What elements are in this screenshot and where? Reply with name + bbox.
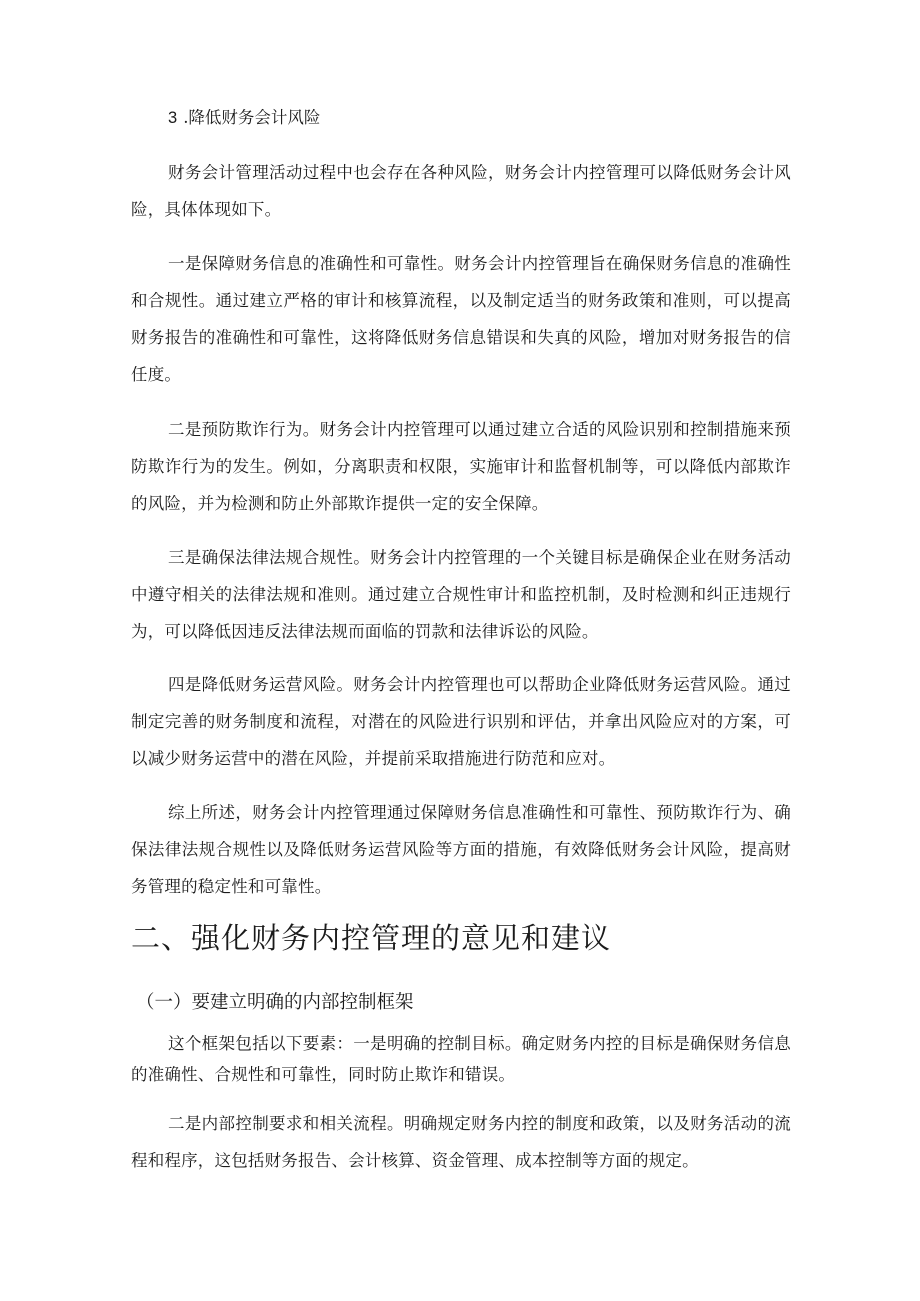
- section-3-point-4: 四是降低财务运营风险。财务会计内控管理也可以帮助企业降低财务运营风险。通过制定完善的财务制度和流程，对潜在的风险进行识别和评估，并拿出风险应对的方案，可以减少财务运营中的潜在风险，并提前采取措施进行防范和应对。: [131, 675, 791, 768]
- section-3-summary: 综上所述，财务会计内控管理通过保障财务信息准确性和可靠性、预防欺诈行为、确保法律法规合规性以及降低财务运营风险等方面的措施，有效降低财务会计风险，提高财务管理的稳定性和可靠性。: [131, 803, 791, 896]
- chapter-2-sub-1-para-1: 这个框架包括以下要素：一是明确的控制目标。确定财务内控的目标是确保财务信息的准确性、合规性和可靠性，同时防止欺诈和错误。: [131, 1034, 791, 1084]
- section-3-intro: 财务会计管理活动过程中也会存在各种风险，财务会计内控管理可以降低财务会计风险，具体体现如下。: [131, 163, 791, 219]
- chapter-2-title: 二、强化财务内控管理的意见和建议: [131, 921, 612, 955]
- section-3-point-1: 一是保障财务信息的准确性和可靠性。财务会计内控管理旨在确保财务信息的准确性和合规性。通过建立严格的审计和核算流程，以及制定适当的财务政策和准则，可以提高财务报告的准确性和可靠性，这将降低财务信息错误和失真的风险，增加对财务报告的信任度。: [131, 254, 791, 384]
- section-3-heading: [131, 106, 791, 130]
- chapter-2-sub-1-title: （一）要建立明确的内部控制框架: [136, 992, 414, 1013]
- section-3-title: .降低财务会计风险: [183, 108, 321, 127]
- section-3-point-2: 二是预防欺诈行为。财务会计内控管理可以通过建立合适的风险识别和控制措施来预防欺诈行为的发生。例如，分离职责和权限，实施审计和监督机制等，可以降低内部欺诈的风险，并为检测和防止外部欺诈提供一定的安全保障。: [131, 420, 791, 513]
- section-3-number: 3: [168, 109, 178, 127]
- chapter-2-sub-1-para-2: 二是内部控制要求和相关流程。明确规定财务内控的制度和政策，以及财务活动的流程和程序，这包括财务报告、会计核算、资金管理、成本控制等方面的规定。: [131, 1114, 791, 1170]
- section-3-point-3: 三是确保法律法规合规性。财务会计内控管理的一个关键目标是确保企业在财务活动中遵守相关的法律法规和准则。通过建立合规性审计和监控机制，及时检测和纠正违规行为，可以降低因违反法律法规而面临的罚款和法律诉讼的风险。: [131, 548, 791, 641]
